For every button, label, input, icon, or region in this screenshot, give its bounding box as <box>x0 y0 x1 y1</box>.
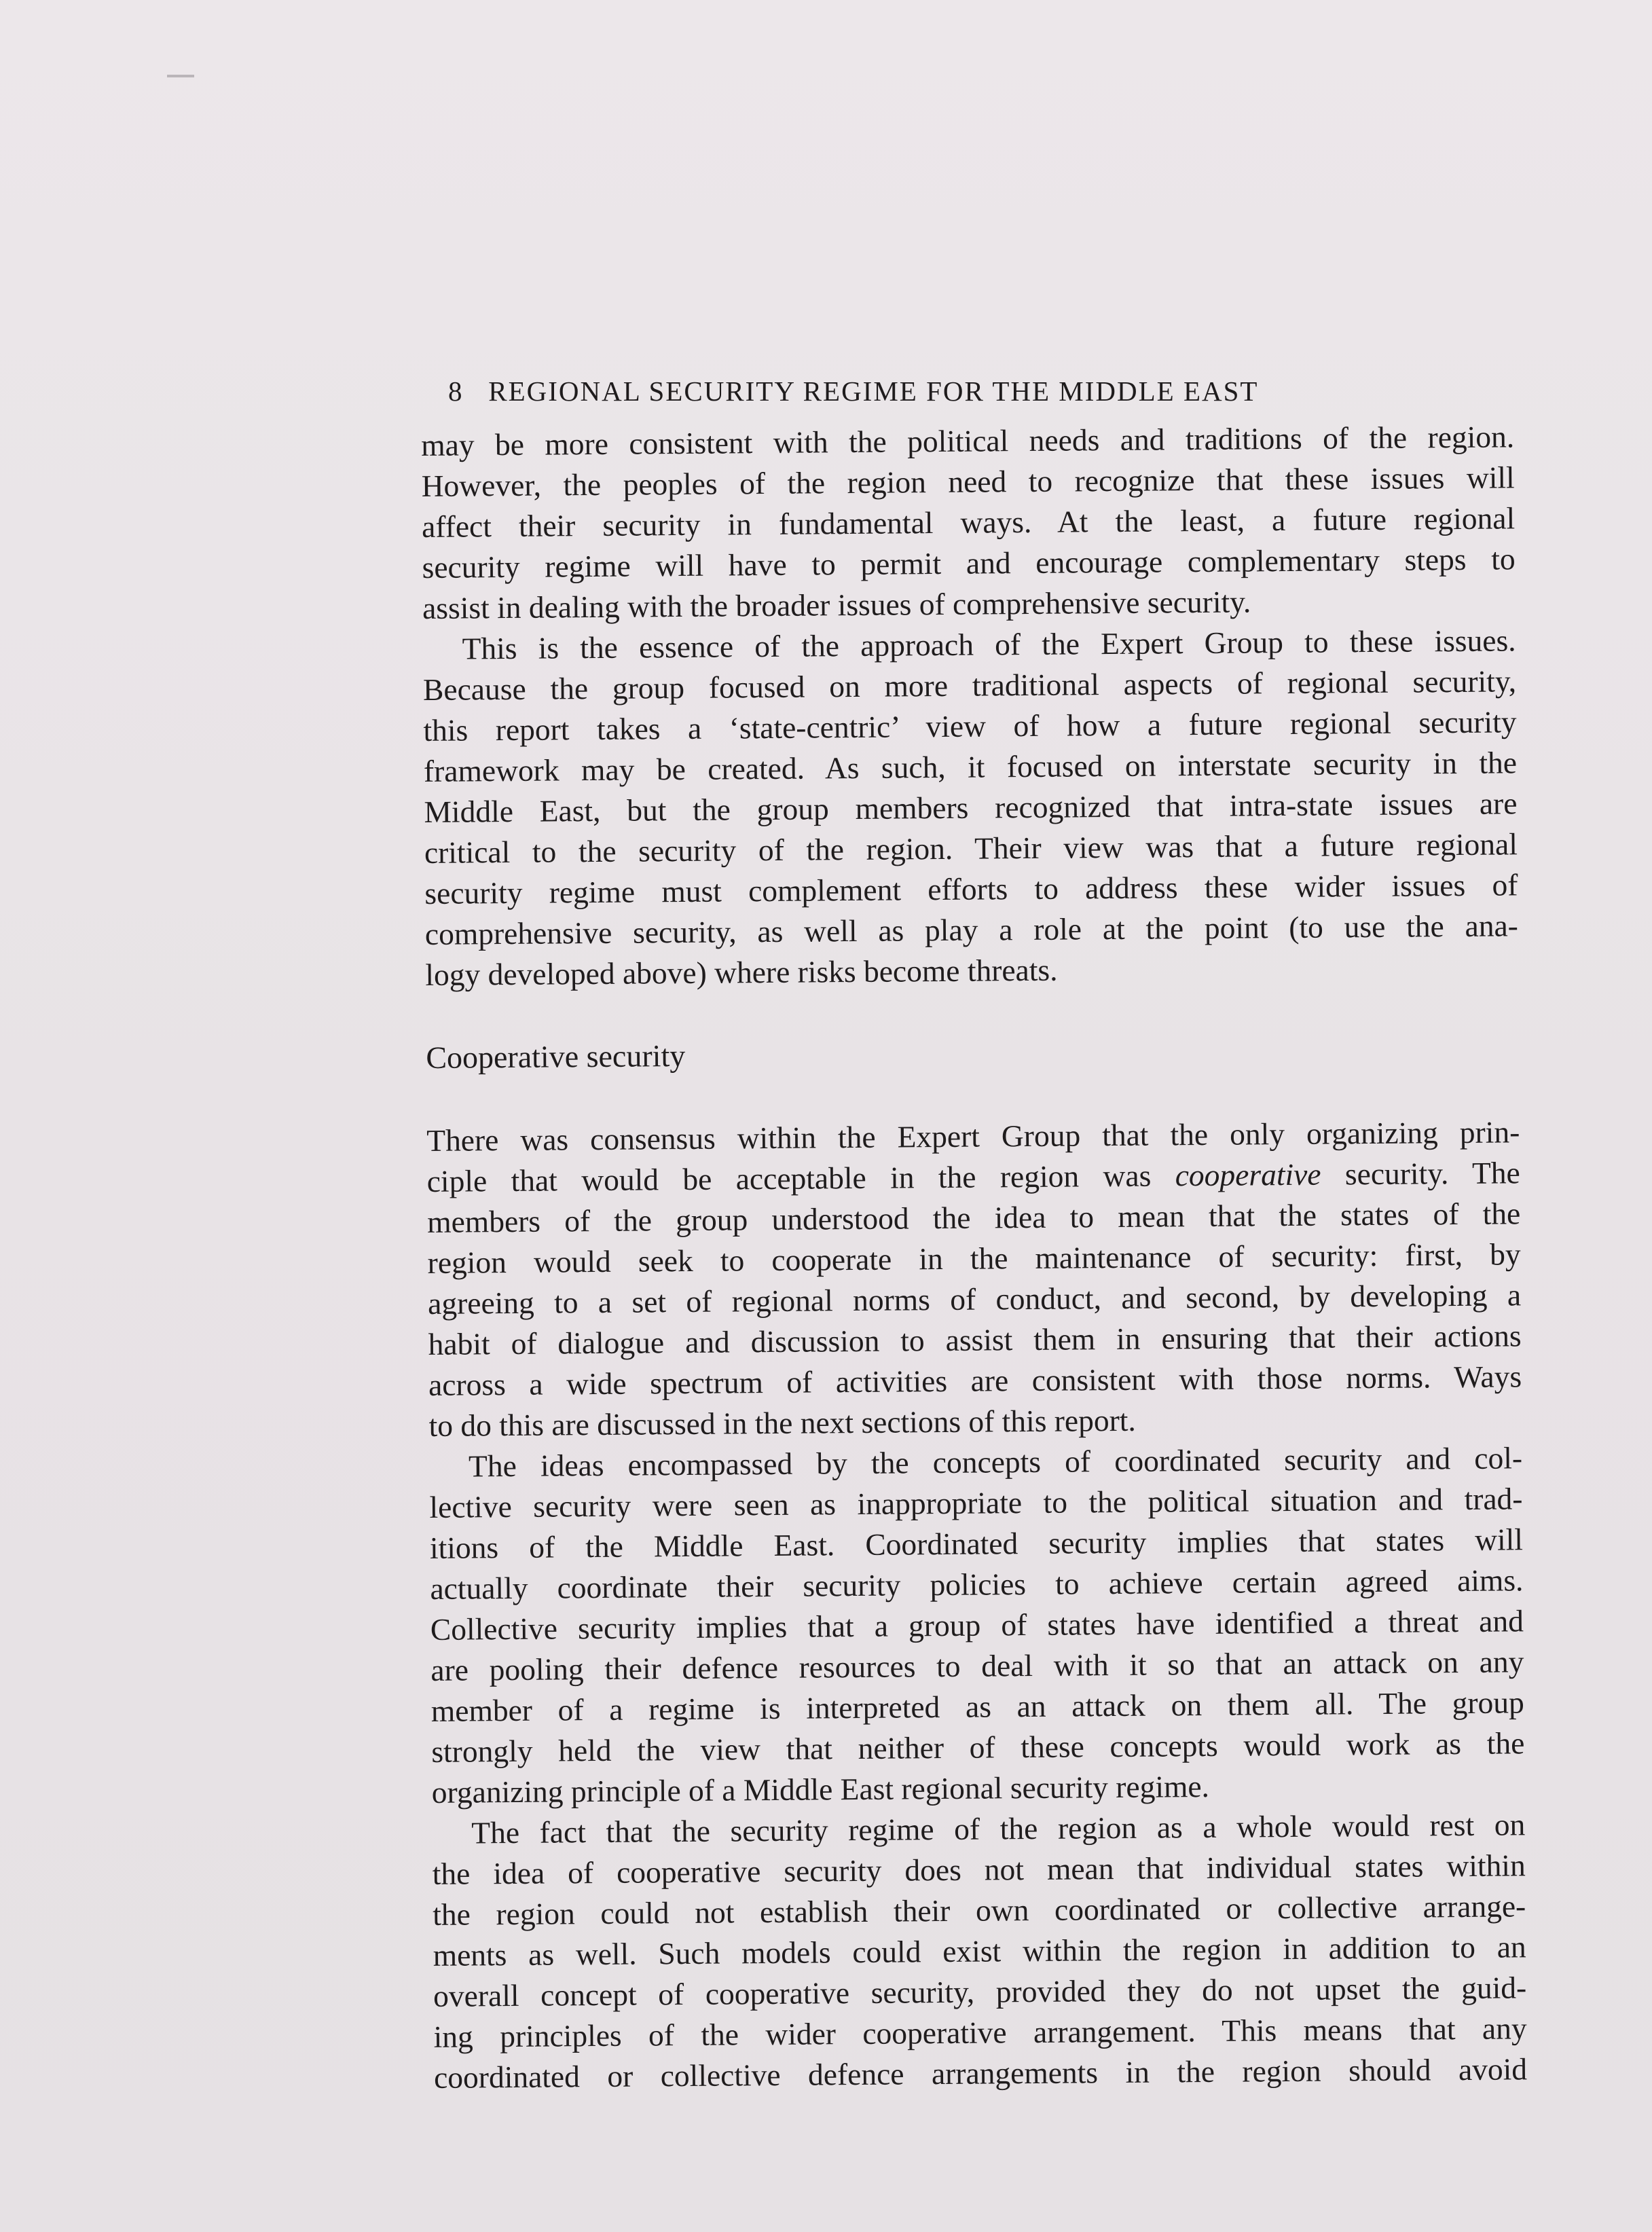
text-line: Collective security implies that a group of states have identified a threat and <box>430 1603 1524 1647</box>
text-line: strongly held the view that neither of these concepts would work as the <box>431 1725 1525 1769</box>
running-head-title: REGIONAL SECURITY REGIME FOR THE MIDDLE EAST <box>488 376 1259 407</box>
text-line: region would seek to cooperate in the maintenance of security: first, by <box>427 1237 1521 1280</box>
text-line: lective security were seen as inappropriate to the political situation and trad- <box>429 1481 1523 1524</box>
text-line: actually coordinate their security policies to achieve certain agreed aims. <box>430 1562 1524 1606</box>
text-line: critical to the security of the region. Their view was that a future regional <box>424 826 1518 870</box>
text-line: The fact that the security regime of the region as a whole would rest on <box>471 1807 1526 1850</box>
text-line: ments as well. Such models could exist within the region in addition to an <box>433 1929 1526 1973</box>
text-line: Because the group focused on more traditional aspects of regional security, <box>422 663 1517 707</box>
paragraph-1 <box>421 416 1516 629</box>
text-line: framework may be created. As such, it focused on interstate security in the <box>423 745 1518 788</box>
text-line: coordinated or collective defence arrangements in the region should avoid <box>433 2051 1528 2095</box>
text-line: are pooling their defence resources to deal with it so that an attack on any <box>430 1644 1524 1687</box>
text-line: logy developed above) where risks become threats. <box>425 952 1058 992</box>
text-line: Middle East, but the group members recognized that intra-state issues are <box>424 786 1518 829</box>
emphasis-word: cooperative <box>1175 1156 1321 1193</box>
text-line: to do this are discussed in the next sections of this report. <box>428 1402 1137 1443</box>
text-line: comprehensive security, as well as play a role at the point (to use the ana- <box>424 908 1519 951</box>
text-line: affect their security in fundamental ways. At the least, a future regional <box>421 500 1516 544</box>
paragraph-4 <box>429 1438 1525 1813</box>
running-head <box>448 375 1258 407</box>
text-line: This is the essence of the approach of the Expert Group to these issues. <box>462 623 1516 666</box>
text-line: the region could not establish their own coordinated or collective arrange- <box>433 1888 1526 1932</box>
paragraph-5 <box>432 1804 1527 2098</box>
text-line: There was consensus within the Expert Group that the only organizing prin- <box>426 1114 1520 1158</box>
text-line: across a wide spectrum of activities are consistent with those norms. Ways <box>428 1359 1522 1402</box>
text-segment: ciple that would be acceptable in the region was <box>426 1158 1175 1199</box>
text-segment: security. The <box>1321 1155 1520 1192</box>
text-column <box>421 416 1527 2098</box>
text-line: members of the group understood the idea to mean that the states of the <box>427 1196 1521 1239</box>
ink-smudge <box>167 75 194 77</box>
text-line: overall concept of cooperative security, provided they do not upset the guid- <box>433 1970 1527 2013</box>
text-line: security regime must complement efforts to address these wider issues of <box>424 867 1518 911</box>
text-line: agreeing to a set of regional norms of conduct, and second, by developing a <box>427 1277 1522 1321</box>
text-line: organizing principle of a Middle East regional security regime. <box>431 1768 1210 1810</box>
page-number: 8 <box>448 376 464 407</box>
text-line: may be more consistent with the political needs and traditions of the region. <box>421 419 1515 462</box>
text-line: itions of the Middle East. Coordinated security implies that states will <box>429 1522 1524 1565</box>
section-heading: Cooperative security <box>426 1038 686 1075</box>
text-line: member of a regime is interpreted as an attack on them all. The group <box>430 1685 1525 1728</box>
text-line: assist in dealing with the broader issues of comprehensive security. <box>422 584 1251 625</box>
text-line: habit of dialogue and discussion to assist them in ensuring that their actions <box>428 1318 1522 1361</box>
text-line: security regime will have to permit and encourage complementary steps to <box>422 541 1516 585</box>
paragraph-2 <box>422 620 1518 995</box>
text-line: However, the peoples of the region need to recognize that these issues will <box>421 460 1515 503</box>
text-line: this report takes a ‘state-centric’ view of how a future regional security <box>423 704 1517 748</box>
text-line: ing principles of the wider cooperative arrangement. This means that any <box>433 2011 1527 2054</box>
text-line: The ideas encompassed by the concepts of coordinated security and col- <box>468 1440 1523 1484</box>
text-line: the idea of cooperative security does not mean that individual states within <box>432 1848 1526 1891</box>
paragraph-3 <box>426 1112 1522 1446</box>
